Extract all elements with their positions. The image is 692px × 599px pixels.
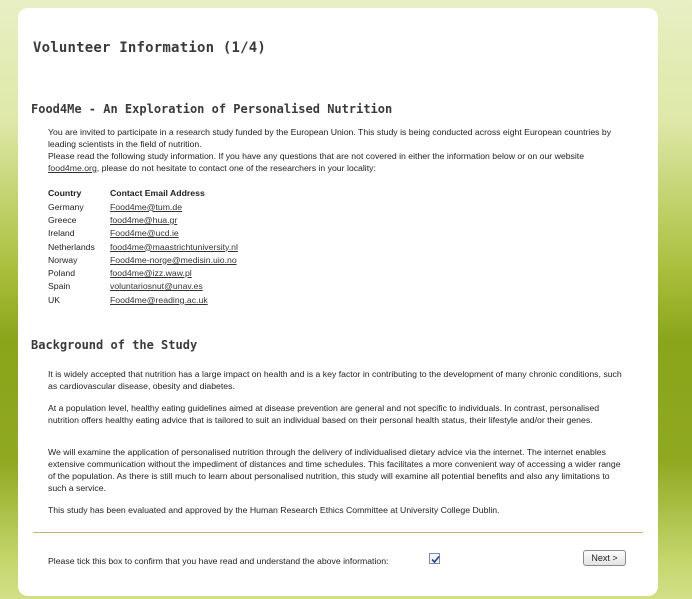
email-link[interactable]: food4me@maastrichtuniversity.nl (110, 241, 238, 252)
country-cell: Germany (48, 201, 84, 212)
background-paragraph-3: We will examine the application of personalised nutrition through the delivery of individualised dietary advice via the internet. The internet enables extensive communication without the impediment of distances and time schedules. This facilitates a more convenient way of accessing a wider range of the population. As there is still much to learn about personalised nutrition, this study will examine all potential benefits and also any limitations to such a service. (48, 447, 621, 493)
table-row (48, 280, 238, 293)
intro-paragraph-1: You are invited to participate in a research study funded by the European Union. This study is being conducted across eight European countries by leading scientists in the field of nutrition. (48, 127, 612, 149)
country-cell: Spain (48, 281, 71, 292)
intro-paragraph-2 (48, 150, 622, 174)
table-row (48, 200, 238, 213)
country-cell: Ireland (48, 228, 75, 239)
contacts-header-row (48, 186, 238, 200)
country-cell: Netherlands (48, 241, 95, 252)
intro-heading: Food4Me - An Exploration of Personalised Nutrition (31, 102, 393, 116)
website-link[interactable]: food4me.org (48, 163, 97, 173)
confirm-label: Please tick this box to confirm that you have read and understand the above information: (48, 556, 389, 566)
table-row (48, 227, 238, 240)
table-row (48, 240, 238, 253)
country-cell: UK (48, 294, 61, 305)
main-panel (18, 8, 658, 596)
email-link[interactable]: Food4me@ucd.ie (110, 228, 179, 239)
country-cell: Poland (48, 268, 76, 279)
contacts-table (48, 186, 238, 306)
email-link[interactable]: food4me@hua.gr (110, 214, 178, 225)
table-row (48, 266, 238, 279)
header-country: Country (48, 187, 82, 198)
email-link[interactable]: voluntariosnut@unav.es (110, 281, 203, 292)
confirm-checkbox[interactable] (429, 553, 440, 564)
country-cell: Greece (48, 214, 77, 225)
email-link[interactable]: food4me@izz.waw.pl (110, 268, 192, 279)
intro-paragraph-2-start: Please read the following study information. If you have any questions that are not covered in either the information below or on our website (48, 151, 585, 161)
background-heading: Background of the Study (31, 338, 198, 352)
checkmark-icon (430, 554, 441, 565)
email-link[interactable]: Food4me@tum.de (110, 201, 183, 212)
divider (33, 532, 643, 533)
country-cell: Norway (48, 254, 78, 265)
table-row (48, 213, 238, 226)
background-paragraph-4: This study has been evaluated and approved by the Human Research Ethics Committee at University College Dublin. (48, 505, 500, 515)
intro-paragraph-2-end: , please do not hesitate to contact one of the researchers in your locality: (96, 163, 376, 173)
background-paragraph-1: It is widely accepted that nutrition has a large impact on health and is a key factor in contributing to the development of many chronic conditions, such as cardiovascular disease, obesity and diabetes. (48, 369, 622, 391)
page-title: Volunteer Information (1/4) (33, 40, 266, 56)
email-link[interactable]: Food4me-norge@medisin.uio.no (110, 254, 237, 265)
table-row (48, 293, 238, 306)
next-button[interactable]: Next > (583, 550, 626, 566)
table-row (48, 253, 238, 266)
header-email: Contact Email Address (110, 187, 205, 198)
email-link[interactable]: Food4me@reading.ac.uk (110, 294, 208, 305)
background-paragraph-2: At a population level, healthy eating guidelines aimed at disease prevention are general and not specific to individuals. In contrast, personalised nutrition offers healthy eating advice that is tailored to suit an individual based on their personal health status, their lifestyle and/or their genes. (48, 403, 600, 425)
